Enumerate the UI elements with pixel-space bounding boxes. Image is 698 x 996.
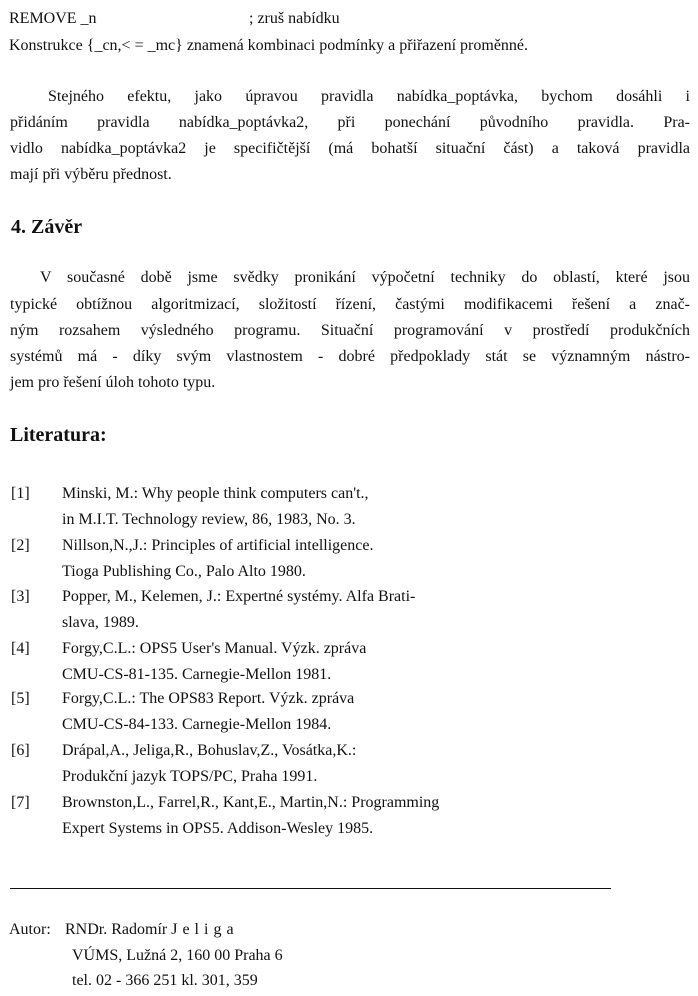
literature-heading: Literatura: [10, 424, 107, 446]
reference-line: Expert Systems in OPS5. Addison-Wesley 1985. [62, 820, 374, 837]
reference-line: Tioga Publishing Co., Palo Alto 1980. [62, 563, 306, 580]
reference-number: [6] [11, 742, 30, 759]
paragraph1-line-3: vidlo nabídka_poptávka2 je specifičtější (má bohatší situační část) a taková pravidla [10, 140, 690, 157]
conclusion-line-5: jem pro řešení úloh tohoto typu. [10, 374, 216, 391]
code-remove-comment: ; zruš nabídku [249, 10, 340, 27]
reference-line: Drápal,A., Jeliga,R., Bohuslav,Z., Vosátka,K.: [62, 742, 357, 759]
paragraph1-line-2: přidáním pravidla nabídka_poptávka2, při ponechání původního pravidla. Pra- [10, 114, 690, 131]
footnote-divider [10, 888, 611, 889]
conclusion-line-2: typické obtížnou algoritmizací, složitostí řízení, častými modifikacemi řešení a znač- [10, 296, 690, 313]
code-construct-note: Konstrukce {_cn,< = _mc} znamená kombinaci podmínky a přiřazení proměnné. [9, 37, 529, 54]
code-remove-command: REMOVE _n [9, 10, 97, 27]
reference-number: [1] [11, 485, 30, 502]
section-heading-conclusion: 4. Závěr [11, 216, 83, 238]
author-surname: Jeliga [171, 921, 239, 938]
code-line-remove [9, 10, 609, 29]
reference-line: Minski, M.: Why people think computers can't., [62, 485, 369, 502]
author-label: Autor: [9, 921, 51, 938]
reference-number: [4] [11, 640, 30, 657]
author-name [65, 920, 239, 939]
paragraph1-line-4: mají při výběru přednost. [10, 166, 172, 183]
reference-number: [2] [11, 537, 30, 554]
reference-line: CMU-CS-84-133. Carnegie-Mellon 1984. [62, 716, 332, 733]
author-phone: tel. 02 - 366 251 kl. 301, 359 [72, 972, 258, 989]
reference-line: Produkční jazyk TOPS/PC, Praha 1991. [62, 768, 318, 785]
reference-number: [5] [11, 690, 30, 707]
conclusion-line-3: ným rozsahem výsledného programu. Situační programování v prostředí produkčních [10, 322, 690, 339]
reference-line: Nillson,N.,J.: Principles of artificial intelligence. [62, 537, 374, 554]
reference-line: in M.I.T. Technology review, 86, 1983, No. 3. [62, 511, 356, 528]
conclusion-line-4: systémů má - díky svým vlastnostem - dobré předpoklady stát se významným nástro- [10, 348, 690, 365]
reference-line: slava, 1989. [62, 614, 139, 631]
reference-line: Forgy,C.L.: The OPS83 Report. Výzk. zpráva [62, 690, 355, 707]
reference-line: Popper, M., Kelemen, J.: Expertné systémy. Alfa Brati- [62, 588, 416, 605]
reference-line: Forgy,C.L.: OPS5 User's Manual. Výzk. zpráva [62, 640, 367, 657]
author-address: VÚMS, Lužná 2, 160 00 Praha 6 [72, 947, 283, 964]
conclusion-line-1: V současné době jsme svědky pronikání výpočetní techniky do oblastí, které jsou [40, 269, 690, 286]
author-name-prefix: RNDr. Radomír [65, 921, 168, 938]
reference-line: CMU-CS-81-135. Carnegie-Mellon 1981. [62, 666, 332, 683]
reference-number: [3] [11, 588, 30, 605]
reference-line: Brownston,L., Farrel,R., Kant,E., Martin,N.: Programming [62, 794, 440, 811]
paragraph1-line-1: Stejného efektu, jako úpravou pravidla nabídka_poptávka, bychom dosáhli i [48, 88, 690, 105]
reference-number: [7] [11, 794, 30, 811]
